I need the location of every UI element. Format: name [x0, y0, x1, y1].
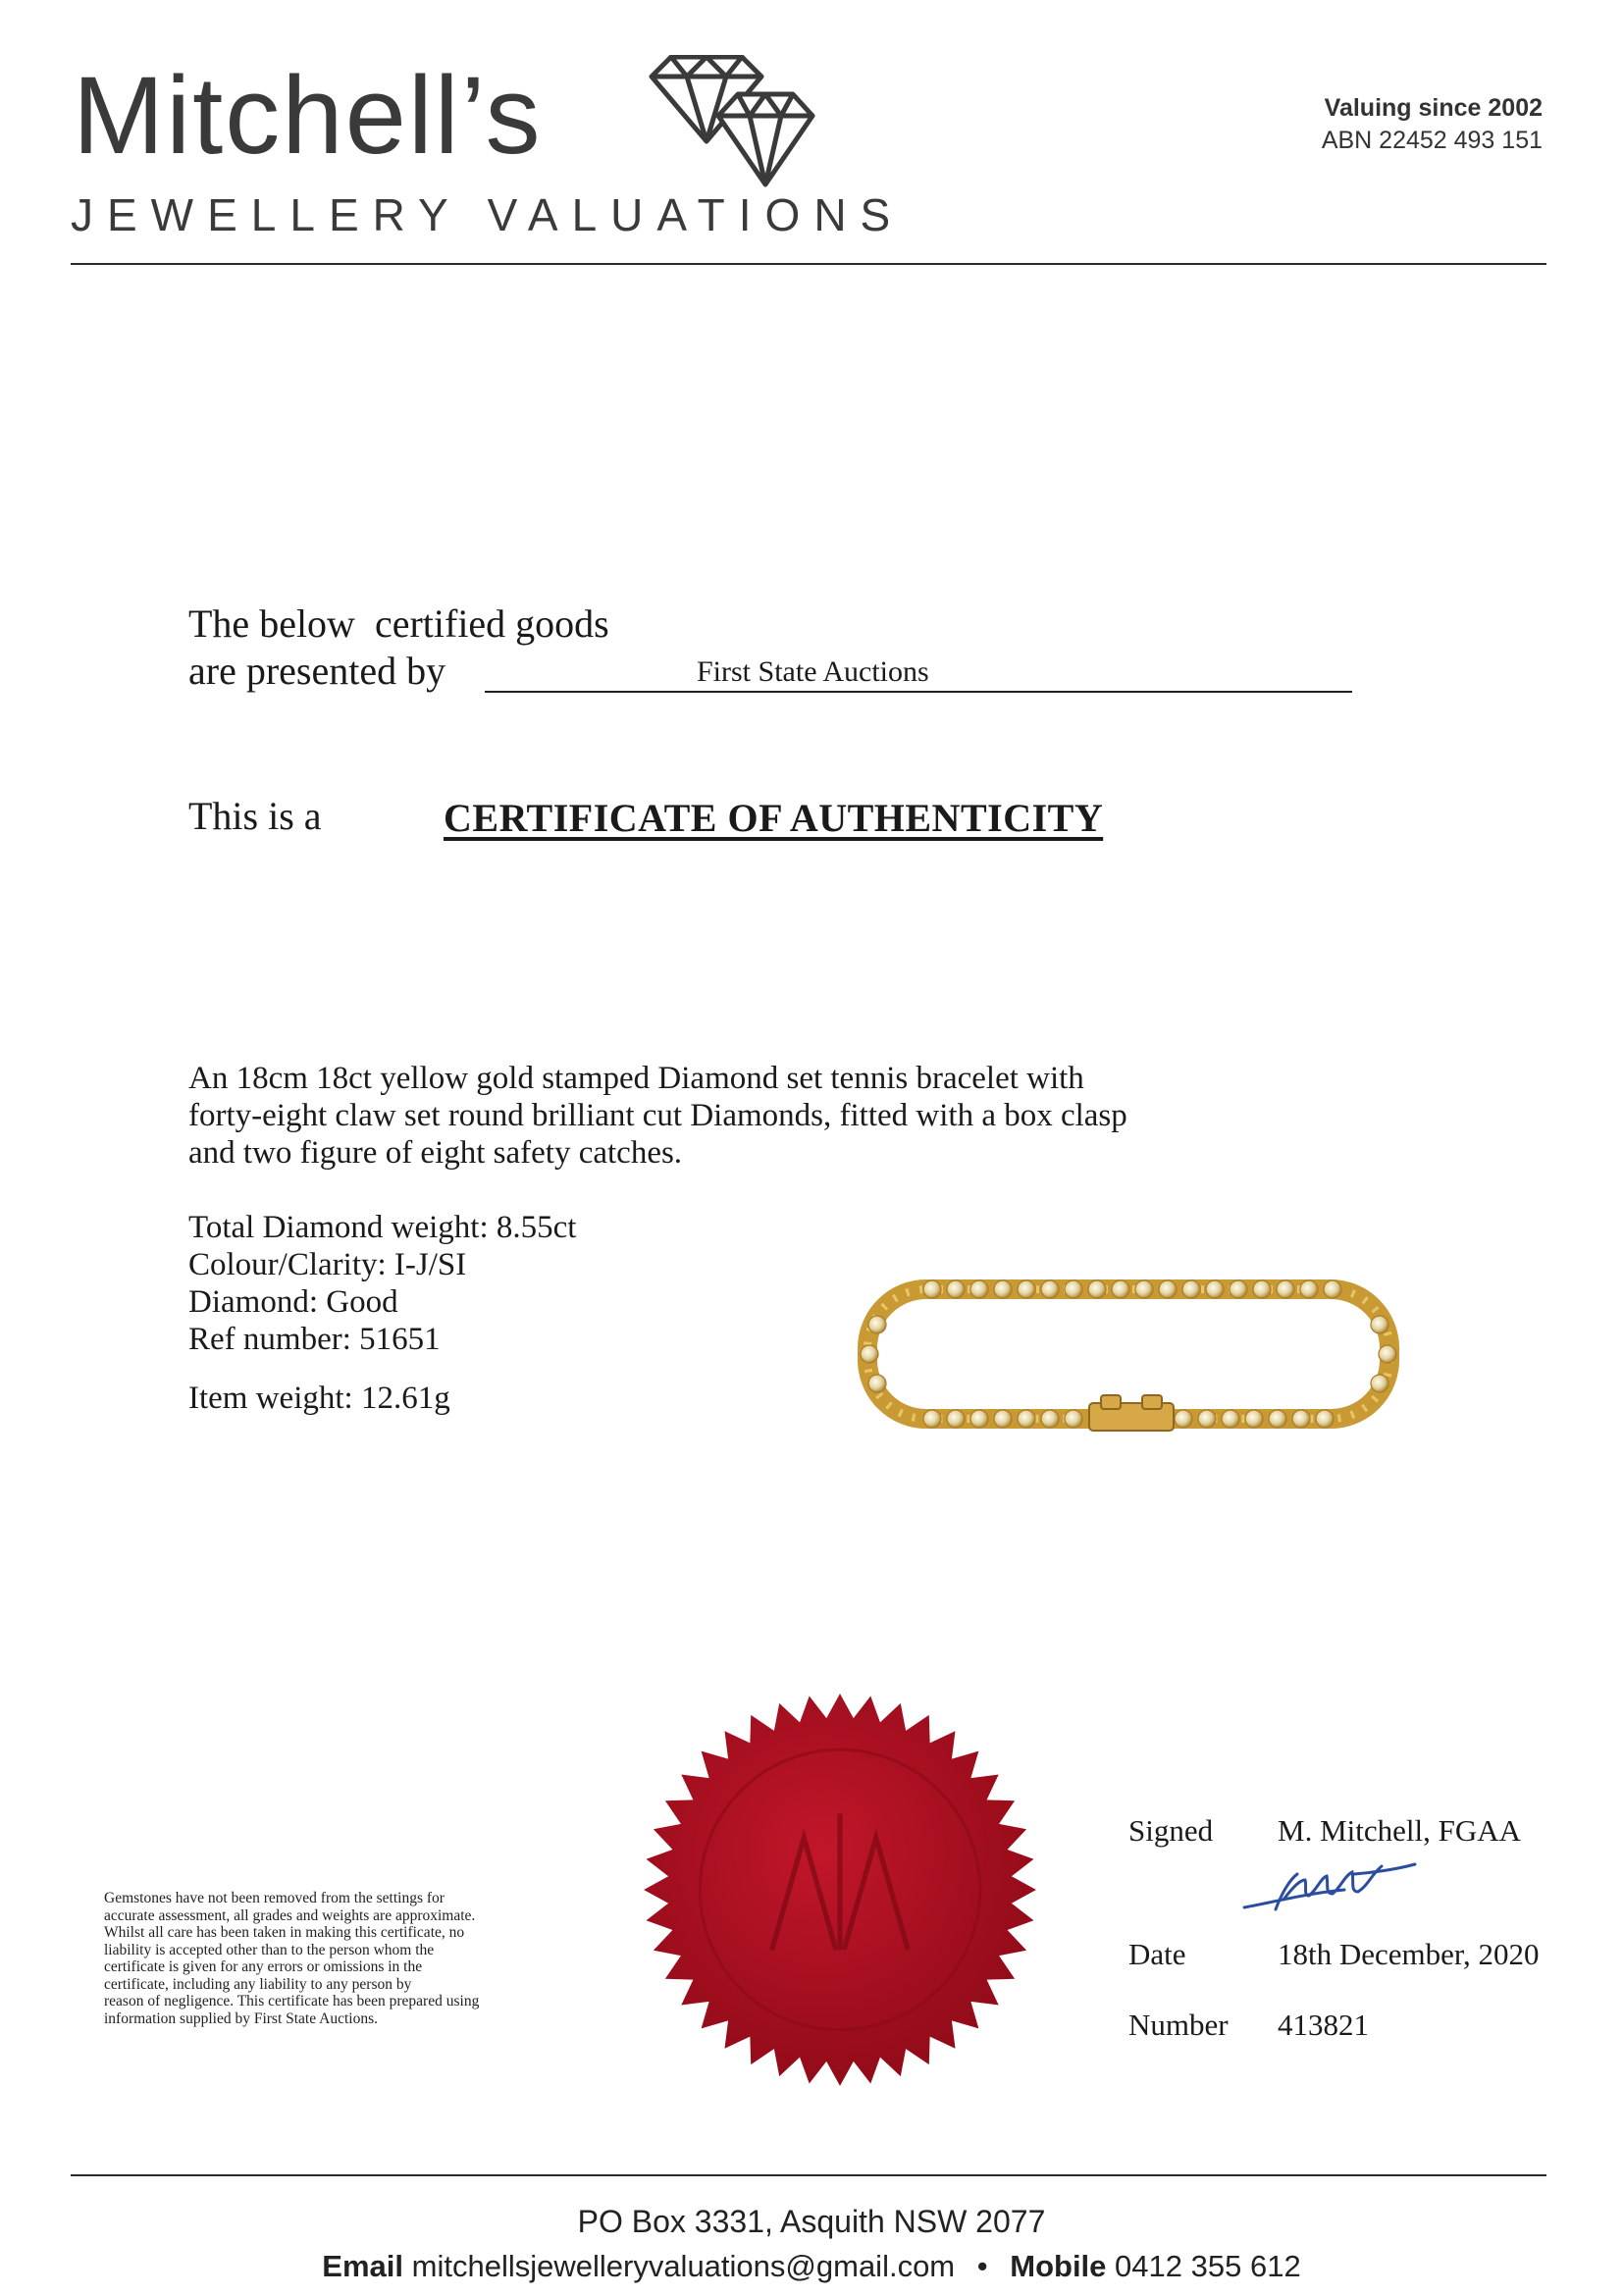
- disclaimer: [104, 1890, 595, 2027]
- bracelet-photo: [854, 1276, 1403, 1433]
- mobile-number[interactable]: 0412 355 612: [1115, 2249, 1301, 2283]
- certificate-title: CERTIFICATE OF AUTHENTICITY: [444, 796, 1104, 840]
- contact-line: [0, 2249, 1623, 2284]
- tagline: Valuing since 2002: [1324, 94, 1543, 122]
- disclaimer-line: Gemstones have not been removed from the settings for: [104, 1890, 445, 1906]
- signed-label: Signed: [1128, 1813, 1214, 1848]
- email-address[interactable]: mitchellsjewelleryvaluations@gmail.com: [411, 2249, 956, 2283]
- brand-subtitle: JEWELLERY VALUATIONS: [71, 189, 905, 240]
- disclaimer-line: reason of negligence. This certificate has been prepared using: [104, 1993, 480, 2009]
- presentation-line-1: The below certified goods: [188, 601, 609, 646]
- signature: [1236, 1851, 1433, 1919]
- disclaimer-line: liability is accepted other than to the person whom the: [104, 1941, 435, 1958]
- header-info: [1322, 92, 1543, 156]
- presenter-underline: [485, 691, 1352, 693]
- wax-seal: [640, 1690, 1040, 2090]
- description-line: forty-eight claw set round brilliant cut Diamonds, fitted with a box clasp: [188, 1098, 1127, 1133]
- number-label: Number: [1128, 2008, 1229, 2042]
- item-details: [188, 1209, 576, 1417]
- disclaimer-line: Whilst all care has been taken in making this certificate, no: [104, 1924, 465, 1941]
- certificate-prefix: This is a: [188, 794, 322, 838]
- item-description: [188, 1060, 1127, 1172]
- brand-name: Mitchell’s: [73, 54, 543, 177]
- diamond-grade: Diamond: Good: [188, 1284, 398, 1320]
- total-diamond-weight: Total Diamond weight: 8.55ct: [188, 1210, 577, 1245]
- mobile-label: Mobile: [1010, 2249, 1107, 2283]
- disclaimer-line: certificate, including any liability to any person by: [104, 1975, 412, 1993]
- ref-number: Ref number: 51651: [188, 1322, 441, 1357]
- certificate-number: 413821: [1278, 2008, 1369, 2042]
- disclaimer-line: accurate assessment, all grades and weights are approximate.: [104, 1906, 476, 1924]
- box-clasp: [1089, 1395, 1174, 1431]
- presentation-block: [188, 600, 609, 695]
- bullet-separator: •: [976, 2249, 988, 2283]
- header-rule: [71, 263, 1546, 265]
- disclaimer-line: certificate is given for any errors or omissions in the: [104, 1958, 423, 1975]
- description-line: An 18cm 18ct yellow gold stamped Diamond set tennis bracelet with: [188, 1061, 1084, 1096]
- presentation-line-2: are presented by: [188, 649, 446, 693]
- postal-address: PO Box 3331, Asquith NSW 2077: [577, 2204, 1046, 2239]
- email-label: Email: [322, 2249, 404, 2283]
- disclaimer-line: information supplied by First State Auctions.: [104, 2009, 378, 2027]
- presenter-name: First State Auctions: [697, 655, 929, 688]
- item-weight: Item weight: 12.61g: [188, 1381, 450, 1416]
- abn: ABN 22452 493 151: [1321, 126, 1543, 154]
- description-line: and two figure of eight safety catches.: [188, 1135, 683, 1171]
- footer-rule: [71, 2174, 1546, 2176]
- colour-clarity: Colour/Clarity: I-J/SI: [188, 1247, 467, 1282]
- diamond-icon: [648, 55, 816, 192]
- date-value: 18th December, 2020: [1278, 1937, 1540, 1971]
- signed-value: M. Mitchell, FGAA: [1278, 1813, 1521, 1848]
- date-label: Date: [1128, 1937, 1186, 1971]
